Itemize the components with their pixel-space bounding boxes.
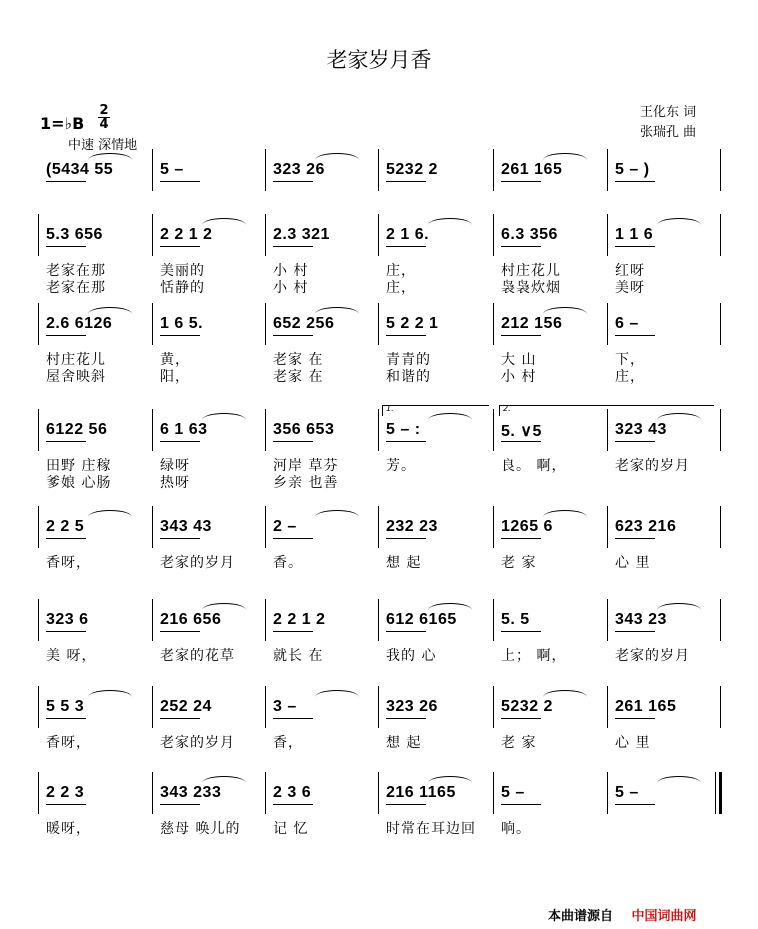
lyric-verse-1: 香。: [273, 555, 303, 571]
beam-line: [386, 804, 426, 805]
measure-notes: 5 5 3: [46, 698, 85, 715]
lyric-verse-2: 阳，: [160, 369, 190, 385]
slur-mark: [428, 218, 472, 225]
beam-line: [273, 335, 313, 336]
barline: [720, 686, 721, 728]
beam-line: [386, 538, 426, 539]
measure-notes: 5 – ): [615, 161, 650, 178]
beam-line: [615, 441, 655, 442]
measure-notes: 216 1165: [386, 784, 456, 801]
lyricist-credit: 王化东 词: [640, 105, 697, 120]
beam-line: [501, 538, 541, 539]
slur-mark: [88, 510, 132, 517]
beam-line: [160, 804, 200, 805]
barline: [493, 686, 494, 728]
lyric-verse-1: 慈母 唤儿的: [160, 821, 241, 837]
lyric-verse-1: 暖呀，: [46, 821, 91, 837]
lyric-verse-1: 我的 心: [386, 648, 437, 664]
time-bottom: 4: [99, 117, 109, 132]
lyric-verse-2: 美呀: [615, 280, 645, 296]
measure-notes: 252 24: [160, 698, 212, 715]
beam-line: [46, 804, 86, 805]
barline: [378, 409, 379, 451]
lyric-verse-1: 黄，: [160, 352, 190, 368]
measure-notes: 2 2 1 2: [273, 611, 326, 628]
measure-notes: 623 216: [615, 518, 677, 535]
beam-line: [46, 246, 86, 247]
barline: [720, 149, 721, 191]
site-name: 中国词曲网: [631, 909, 697, 924]
beam-line: [501, 718, 541, 719]
lyric-verse-1: 河岸 草芬: [273, 458, 339, 474]
lyric-verse-1: 就长 在: [273, 648, 324, 664]
beam-line: [501, 631, 541, 632]
beam-line: [273, 538, 313, 539]
beam-line: [615, 804, 655, 805]
beam-line: [273, 181, 313, 182]
beam-line: [46, 718, 86, 719]
lyric-verse-2: 乡亲 也善: [273, 475, 339, 491]
measure-notes: 6 1 63: [160, 421, 208, 438]
measure-notes: 3 –: [273, 698, 297, 715]
barline: [152, 409, 153, 451]
lyric-verse-1: 大 山: [501, 352, 537, 368]
lyric-verse-1: 想 起: [386, 735, 422, 751]
slur-mark: [315, 510, 359, 517]
lyric-verse-1: 响。: [501, 821, 531, 837]
beam-line: [386, 246, 426, 247]
barline: [493, 303, 494, 345]
barline: [493, 506, 494, 548]
measure-notes: 2.3 321: [273, 226, 330, 243]
slur-mark: [315, 307, 359, 314]
lyric-verse-1: 老家的岁月: [160, 555, 235, 571]
first-ending-bracket: [382, 405, 489, 416]
barline: [152, 686, 153, 728]
lyric-verse-1: 上； 啊，: [501, 648, 567, 664]
measure-notes: 6.3 356: [501, 226, 558, 243]
measure-notes: 2 2 3: [46, 784, 85, 801]
measure-notes: 652 256: [273, 315, 335, 332]
lyric-verse-2: 和谐的: [386, 369, 431, 385]
barline: [720, 599, 721, 641]
measure-notes: 6122 56: [46, 421, 108, 438]
beam-line: [615, 538, 655, 539]
lyric-verse-2: 袅袅炊烟: [501, 280, 561, 296]
lyric-verse-1: 芳。: [386, 458, 416, 474]
slur-mark: [428, 603, 472, 610]
barline: [378, 686, 379, 728]
beam-line: [386, 718, 426, 719]
barline: [265, 149, 266, 191]
lyric-verse-1: 香呀，: [46, 735, 91, 751]
lyric-verse-1: 村庄花儿: [501, 263, 561, 279]
beam-line: [386, 181, 426, 182]
slur-mark: [543, 510, 587, 517]
lyric-verse-1: 绿呀: [160, 458, 190, 474]
lyric-verse-1: 老家的岁月: [160, 735, 235, 751]
barline: [265, 303, 266, 345]
barline: [715, 772, 716, 814]
measure-notes: 2 2 5: [46, 518, 85, 535]
measure-notes: 5. ∨5: [501, 423, 542, 440]
barline: [378, 506, 379, 548]
barline: [493, 149, 494, 191]
measure-notes: 323 6: [46, 611, 89, 628]
slur-mark: [88, 690, 132, 697]
measure-notes: 6 –: [615, 315, 639, 332]
beam-line: [273, 246, 313, 247]
lyric-verse-2: 屋舍映斜: [46, 369, 106, 385]
slur-mark: [315, 690, 359, 697]
barline: [607, 506, 608, 548]
key-signature: [40, 114, 84, 133]
lyric-verse-1: 下，: [615, 352, 645, 368]
barline: [378, 214, 379, 256]
flat-symbol: ♭: [64, 114, 73, 133]
barline: [38, 409, 39, 451]
barline: [378, 303, 379, 345]
lyric-verse-2: 小 村: [501, 369, 537, 385]
measure-notes: 2 –: [273, 518, 297, 535]
barline: [152, 506, 153, 548]
beam-line: [160, 718, 200, 719]
beam-line: [615, 631, 655, 632]
beam-line: [615, 181, 655, 182]
lyric-verse-1: 良。 啊，: [501, 458, 567, 474]
beam-line: [273, 441, 313, 442]
measure-notes: 323 26: [273, 161, 325, 178]
measure-notes: 2 1 6.: [386, 226, 430, 243]
lyric-verse-1: 小 村: [273, 263, 309, 279]
lyric-verse-1: 田野 庄稼: [46, 458, 112, 474]
measure-notes: 5.3 656: [46, 226, 103, 243]
slur-mark: [428, 776, 472, 783]
lyric-verse-2: 热呀: [160, 475, 190, 491]
measure-notes: 261 165: [501, 161, 563, 178]
barline: [265, 214, 266, 256]
measure-notes: 1 1 6: [615, 226, 654, 243]
barline: [265, 409, 266, 451]
lyric-verse-2: 小 村: [273, 280, 309, 296]
barline: [493, 599, 494, 641]
beam-line: [160, 246, 200, 247]
key-note: B: [72, 114, 85, 133]
measure-notes: 232 23: [386, 518, 438, 535]
beam-line: [501, 441, 541, 442]
lyric-verse-2: 庄，: [615, 369, 645, 385]
final-barline: [719, 772, 722, 814]
measure-notes: 356 653: [273, 421, 335, 438]
lyric-verse-1: 记 忆: [273, 821, 309, 837]
barline: [720, 303, 721, 345]
barline: [607, 772, 608, 814]
beam-line: [160, 335, 200, 336]
lyric-verse-1: 庄，: [386, 263, 416, 279]
lyric-verse-2: 恬静的: [160, 280, 205, 296]
barline: [38, 599, 39, 641]
barline: [152, 772, 153, 814]
slur-mark: [543, 307, 587, 314]
beam-line: [386, 441, 426, 442]
slur-mark: [657, 218, 701, 225]
measure-notes: 212 156: [501, 315, 563, 332]
song-title: 老家岁月香: [326, 48, 432, 72]
beam-line: [46, 441, 86, 442]
lyric-verse-1: 香呀，: [46, 555, 91, 571]
barline: [720, 506, 721, 548]
lyric-verse-1: 老 家: [501, 555, 537, 571]
lyric-verse-1: 美丽的: [160, 263, 205, 279]
barline: [607, 599, 608, 641]
measure-notes: 343 43: [160, 518, 212, 535]
lyric-verse-1: 老家的岁月: [615, 648, 690, 664]
volta-label: 1.: [386, 404, 394, 413]
barline: [493, 772, 494, 814]
barline: [265, 506, 266, 548]
lyric-verse-1: 老家在那: [46, 263, 106, 279]
measure-notes: 5 –: [160, 161, 184, 178]
beam-line: [46, 631, 86, 632]
measure-notes: 1265 6: [501, 518, 553, 535]
measure-notes: 612 6165: [386, 611, 457, 628]
composer-credit: 张瑞孔 曲: [640, 125, 697, 140]
measure-notes: 5232 2: [386, 161, 438, 178]
measure-notes: 5. 5: [501, 611, 530, 628]
lyric-verse-1: 老家的岁月: [615, 458, 690, 474]
barline: [493, 214, 494, 256]
footer: [548, 905, 697, 924]
lyric-verse-1: 香，: [273, 735, 303, 751]
slur-mark: [88, 307, 132, 314]
lyric-verse-2: 爹娘 心肠: [46, 475, 112, 491]
barline: [38, 772, 39, 814]
lyric-verse-2: 老家在那: [46, 280, 106, 296]
beam-line: [615, 335, 655, 336]
barline: [378, 772, 379, 814]
slur-mark: [315, 153, 359, 160]
barline: [38, 214, 39, 256]
barline: [152, 149, 153, 191]
time-signature: [98, 104, 110, 131]
lyric-verse-1: 红呀: [615, 263, 645, 279]
slur-mark: [202, 413, 246, 420]
beam-line: [386, 335, 426, 336]
measure-notes: 5 –: [501, 784, 525, 801]
lyric-verse-1: 想 起: [386, 555, 422, 571]
beam-line: [501, 804, 541, 805]
beam-line: [160, 631, 200, 632]
measure-notes: 2 3 6: [273, 784, 312, 801]
beam-line: [501, 246, 541, 247]
tempo-marking: 中速 深情地: [68, 138, 138, 153]
beam-line: [615, 718, 655, 719]
lyric-verse-1: 老家 在: [273, 352, 324, 368]
slur-mark: [202, 776, 246, 783]
measure-notes: 5 2 2 1: [386, 315, 439, 332]
measure-notes: 216 656: [160, 611, 222, 628]
lyric-verse-1: 时常在耳边回: [386, 821, 476, 837]
beam-line: [501, 181, 541, 182]
slur-mark: [543, 690, 587, 697]
beam-line: [160, 441, 200, 442]
beam-line: [273, 718, 313, 719]
barline: [38, 506, 39, 548]
measure-notes: 261 165: [615, 698, 677, 715]
measure-notes: 343 233: [160, 784, 222, 801]
slur-mark: [657, 776, 701, 783]
lyric-verse-1: 老 家: [501, 735, 537, 751]
measure-notes: 2.6 6126: [46, 315, 113, 332]
lyric-verse-1: 心 里: [615, 555, 651, 571]
measure-notes: 1 6 5.: [160, 315, 204, 332]
barline: [38, 686, 39, 728]
beam-line: [160, 538, 200, 539]
lyric-verse-1: 老家的花草: [160, 648, 235, 664]
barline: [378, 599, 379, 641]
barline: [607, 214, 608, 256]
barline: [152, 599, 153, 641]
slur-mark: [88, 153, 132, 160]
volta-label: 2.: [503, 404, 511, 413]
barline: [38, 303, 39, 345]
barline: [265, 686, 266, 728]
barline: [607, 303, 608, 345]
source-label: 本曲谱源自: [548, 909, 614, 924]
beam-line: [46, 335, 86, 336]
measure-notes: 2 2 1 2: [160, 226, 213, 243]
beam-line: [46, 181, 86, 182]
beam-line: [273, 804, 313, 805]
beam-line: [46, 538, 86, 539]
barline: [607, 149, 608, 191]
lyric-verse-1: 美 呀，: [46, 648, 97, 664]
beam-line: [273, 631, 313, 632]
measure-notes: 5 – :: [386, 421, 421, 438]
barline: [265, 772, 266, 814]
beam-line: [615, 246, 655, 247]
barline: [720, 214, 721, 256]
lyric-verse-2: 老家 在: [273, 369, 324, 385]
beam-line: [160, 181, 200, 182]
second-ending-bracket: [499, 405, 714, 416]
slur-mark: [202, 218, 246, 225]
lyric-verse-1: 青青的: [386, 352, 431, 368]
slur-mark: [543, 153, 587, 160]
barline: [152, 303, 153, 345]
beam-line: [386, 631, 426, 632]
barline: [720, 409, 721, 451]
lyric-verse-1: 心 里: [615, 735, 651, 751]
measure-notes: 323 26: [386, 698, 438, 715]
lyric-verse-2: 庄，: [386, 280, 416, 296]
key-prefix: 1=: [40, 114, 65, 133]
beam-line: [501, 335, 541, 336]
barline: [493, 409, 494, 451]
slur-mark: [202, 603, 246, 610]
measure-notes: 323 43: [615, 421, 667, 438]
barline: [607, 686, 608, 728]
barline: [378, 149, 379, 191]
measure-notes: (5434 55: [46, 161, 114, 178]
barline: [152, 214, 153, 256]
measure-notes: 5232 2: [501, 698, 553, 715]
barline: [265, 599, 266, 641]
time-top: 2: [99, 103, 109, 118]
measure-notes: 5 –: [615, 784, 639, 801]
measure-notes: 343 23: [615, 611, 667, 628]
lyric-verse-1: 村庄花儿: [46, 352, 106, 368]
slur-mark: [657, 603, 701, 610]
